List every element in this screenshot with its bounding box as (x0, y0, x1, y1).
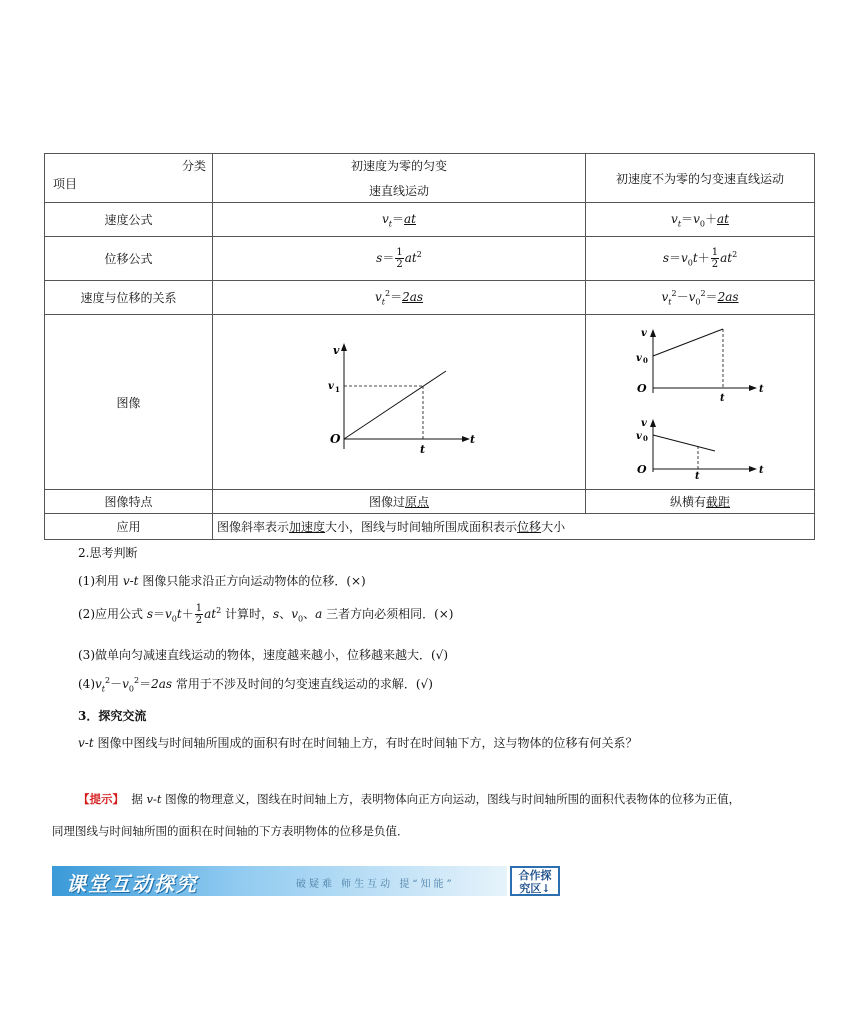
sym-v0: v (291, 607, 298, 621)
sym-eq: ＝ (681, 212, 694, 227)
sym-sub: 0 (695, 297, 701, 307)
sym-2as: 2as (151, 677, 173, 691)
sym-t: t (133, 574, 139, 588)
sym-sq: 2 (105, 676, 111, 685)
apply-blank-disp: 位移 (517, 520, 542, 534)
apply-blank-accel: 加速度 (289, 520, 326, 534)
feature-zero (213, 490, 586, 514)
header-item: 项目 (53, 177, 78, 191)
sym-v: v (681, 251, 688, 265)
header-col2-line2: 速直线运动 (368, 184, 429, 198)
sym-s: s (376, 251, 383, 265)
row-label-displacement: 位移公式 (45, 237, 213, 281)
sym-eq: ＝ (392, 212, 405, 227)
hint-text: 据 (131, 792, 147, 806)
explore-title: 3．探究交流 (78, 709, 147, 723)
row-label-graph: 图像 (45, 315, 213, 490)
velocity-line-lower (653, 435, 715, 451)
sym-s: s (273, 607, 280, 621)
sym-sq: 2 (384, 289, 391, 299)
sym-at: at (404, 251, 417, 265)
sym-sub: t (381, 297, 385, 307)
apply-text-1: 图像斜率表示 (217, 520, 290, 534)
row-label-relation: 速度与位移的关系 (45, 281, 213, 315)
sym-eq: ＝ (153, 607, 166, 621)
v-label-upper: v (641, 327, 647, 339)
sym-sq: 2 (416, 250, 422, 259)
apply-content (213, 514, 815, 540)
v-axis-arrow (341, 343, 347, 351)
feature-text: 纵横有 (669, 495, 706, 509)
sym-v: v (382, 212, 389, 227)
frac-den: 2 (711, 259, 719, 270)
feature-nonzero (586, 490, 815, 514)
speed-formula-zero (213, 203, 586, 237)
apply-text-2: 大小，图线与时间轴所围成面积表示 (325, 520, 518, 534)
v-axis-arrow-lower (650, 419, 656, 427)
sym-at: at (204, 607, 217, 621)
v1-sub: 1 (335, 385, 340, 394)
sym-sq: 2 (671, 289, 677, 299)
fraction-half (711, 247, 719, 270)
sym-s: s (146, 607, 153, 621)
speed-blank-zero: at (404, 212, 416, 227)
q2-text-mid: 计算时， (221, 607, 274, 621)
displacement-formula-nonzero (586, 237, 815, 281)
sym-dash: - (152, 792, 157, 806)
sym-eq: ＝ (668, 251, 681, 265)
sym-sub: 0 (128, 684, 134, 694)
v0-sub-lower: 0 (643, 433, 648, 443)
sym-v: v (146, 792, 153, 806)
sym-eq: ＝ (705, 290, 718, 305)
v-axis-arrow-upper (650, 329, 656, 337)
sym-eq: ＝ (382, 251, 395, 265)
banner-subtitle: 破疑难 师生互动 提“知能” (296, 879, 455, 890)
sym-dash: - (129, 574, 134, 588)
hint-text-rest: 图像的物理意义，图线在时间轴上方，表明物体向正方向运动，图线与时间轴所围的面积代表物体的位移为正值， (161, 792, 741, 806)
relation-formula-nonzero (586, 281, 815, 315)
v0-sub-upper: 0 (643, 355, 648, 365)
q1-text-rest: 图像只能求沿正方向运动物体的位移．(×) (138, 574, 366, 588)
sym-minus: － (110, 677, 123, 691)
section-banner (52, 866, 507, 896)
feature-blank-nonzero: 截距 (706, 495, 731, 509)
feature-text: 图像过 (368, 495, 405, 509)
fraction-half (395, 247, 403, 270)
header-nonzero-initial: 初速度不为零的匀变速直线运动 (586, 154, 815, 203)
graph-nonzero-initial (586, 315, 815, 490)
judge-q3: (3)做单向匀减速直线运动的物体，速度越来越小，位移越来越大．(√) (78, 648, 449, 662)
vt-graph-zero (324, 337, 474, 467)
t-axis-label-lower: t (759, 464, 764, 476)
origin-label-upper: O (637, 381, 647, 395)
v0-label-lower: v (636, 430, 642, 442)
sym-v: v (374, 290, 382, 305)
frac-num: 1 (711, 247, 719, 258)
apply-text-3: 大小 (541, 520, 566, 534)
sym-sub: 0 (297, 614, 304, 624)
relation-blank-zero: 2as (402, 290, 424, 305)
sym-s: s (662, 251, 669, 265)
q4-text-rest: 常用于不涉及时间的匀变速直线运动的求解．(√) (172, 677, 433, 691)
banner-title: 课堂互动探究 (66, 872, 198, 896)
explore-question-text: 图像中图线与时间轴所围成的面积有时在时间轴上方，有时在时间轴下方，这与物体的位移有何关系？ (93, 736, 638, 750)
t-axis-arrow-upper (749, 385, 757, 391)
judge-title: 2.思考判断 (78, 546, 138, 560)
v-label: v (333, 344, 340, 357)
explore-question (78, 734, 638, 751)
sym-sep: 、 (279, 607, 292, 621)
sym-a: a (315, 607, 323, 621)
sym-t: t (88, 736, 94, 750)
frac-den: 2 (195, 615, 203, 626)
frac-num: 1 (396, 247, 403, 258)
speed-blank-nonzero: at (716, 212, 729, 227)
row-label-apply: 应用 (45, 514, 213, 540)
sym-v: v (95, 677, 102, 691)
sym-eq: ＝ (390, 290, 403, 305)
q2-text: (2)应用公式 (78, 607, 147, 621)
frac-den: 2 (396, 259, 403, 270)
t-mark-label-upper: t (720, 392, 725, 404)
velocity-line (344, 371, 446, 439)
sym-eq: ＝ (139, 677, 152, 691)
hint-line-2: 同理图线与时间轴所围的面积在时间轴的下方表明物体的位移是负值． (52, 824, 409, 838)
sym-v: v (661, 290, 669, 305)
vt-graph-nonzero (635, 325, 765, 480)
judge-q2 (78, 603, 453, 626)
t-axis-label-upper: t (759, 383, 764, 395)
q1-text: (1)利用 (78, 574, 123, 588)
displacement-formula-zero (213, 237, 586, 281)
speed-formula-nonzero (586, 203, 815, 237)
sym-sub: t (388, 219, 392, 229)
sym-plus: ＋ (704, 212, 717, 227)
sym-sub: 0 (171, 614, 177, 624)
t-mark-label: t (420, 443, 426, 456)
feature-blank-zero: 原点 (405, 495, 430, 509)
graph-zero-initial (213, 315, 586, 490)
sym-v: v (122, 574, 130, 588)
t-axis-arrow (462, 436, 470, 442)
hint-line-1 (78, 791, 813, 807)
relation-blank-nonzero: 2as (717, 290, 739, 305)
sym-sub: t (677, 219, 682, 229)
sym-dash: - (84, 736, 89, 750)
sym-sq: 2 (700, 289, 706, 299)
cooperative-explore-badge[interactable] (510, 866, 560, 896)
q4-num: (4) (78, 677, 95, 691)
velocity-line-upper (653, 329, 723, 356)
sym-v0: v (122, 677, 129, 691)
sym-t: t (692, 251, 698, 265)
t-mark-label-lower: t (695, 470, 700, 482)
sym-sub: t (101, 684, 105, 694)
v-label-lower: v (641, 417, 647, 429)
v1-label: v (328, 381, 334, 392)
sym-v: v (671, 212, 678, 227)
sym-t: t (176, 607, 182, 621)
sym-v0: v (688, 290, 696, 305)
hint-label: 【提示】 (78, 792, 124, 806)
sym-v: v (165, 607, 172, 621)
frac-num: 1 (195, 603, 203, 614)
t-axis-label: t (470, 433, 476, 446)
q2-text-rest: 三者方向必须相同．(×) (322, 607, 454, 621)
sym-sq: 2 (133, 676, 140, 685)
origin-label-lower: O (637, 462, 647, 476)
judge-q4 (78, 675, 433, 693)
sym-plus: ＋ (181, 607, 194, 621)
sym-sub: 0 (687, 258, 693, 268)
sym-sub: 0 (699, 219, 705, 229)
badge-line-1: 合作探 (518, 869, 552, 882)
header-zero-initial (213, 154, 586, 203)
header-col2-line1: 初速度为零的匀变 (350, 159, 447, 173)
origin-label: O (330, 432, 341, 446)
v0-label-upper: v (636, 352, 642, 364)
sym-sub: t (668, 297, 672, 307)
sym-plus: ＋ (697, 251, 710, 265)
header-category: 分类 (181, 159, 206, 173)
sym-at: at (720, 251, 733, 265)
t-axis-arrow-lower (749, 466, 757, 472)
badge-line-2: 究区↓ (519, 882, 551, 895)
sym-minus: － (676, 290, 689, 305)
sym-t: t (156, 792, 162, 806)
sym-v: v (78, 736, 85, 750)
row-label-feature: 图像特点 (45, 490, 213, 514)
judge-q1 (78, 572, 366, 589)
sym-sq: 2 (732, 250, 738, 259)
row-label-speed: 速度公式 (45, 203, 213, 237)
sym-v0: v (693, 212, 700, 227)
sym-sq: 2 (216, 606, 222, 615)
relation-formula-zero (213, 281, 586, 315)
header-corner-cell (45, 154, 213, 203)
kinematics-table (44, 153, 815, 540)
fraction-half (195, 603, 203, 626)
sym-sep: 、 (303, 607, 316, 621)
